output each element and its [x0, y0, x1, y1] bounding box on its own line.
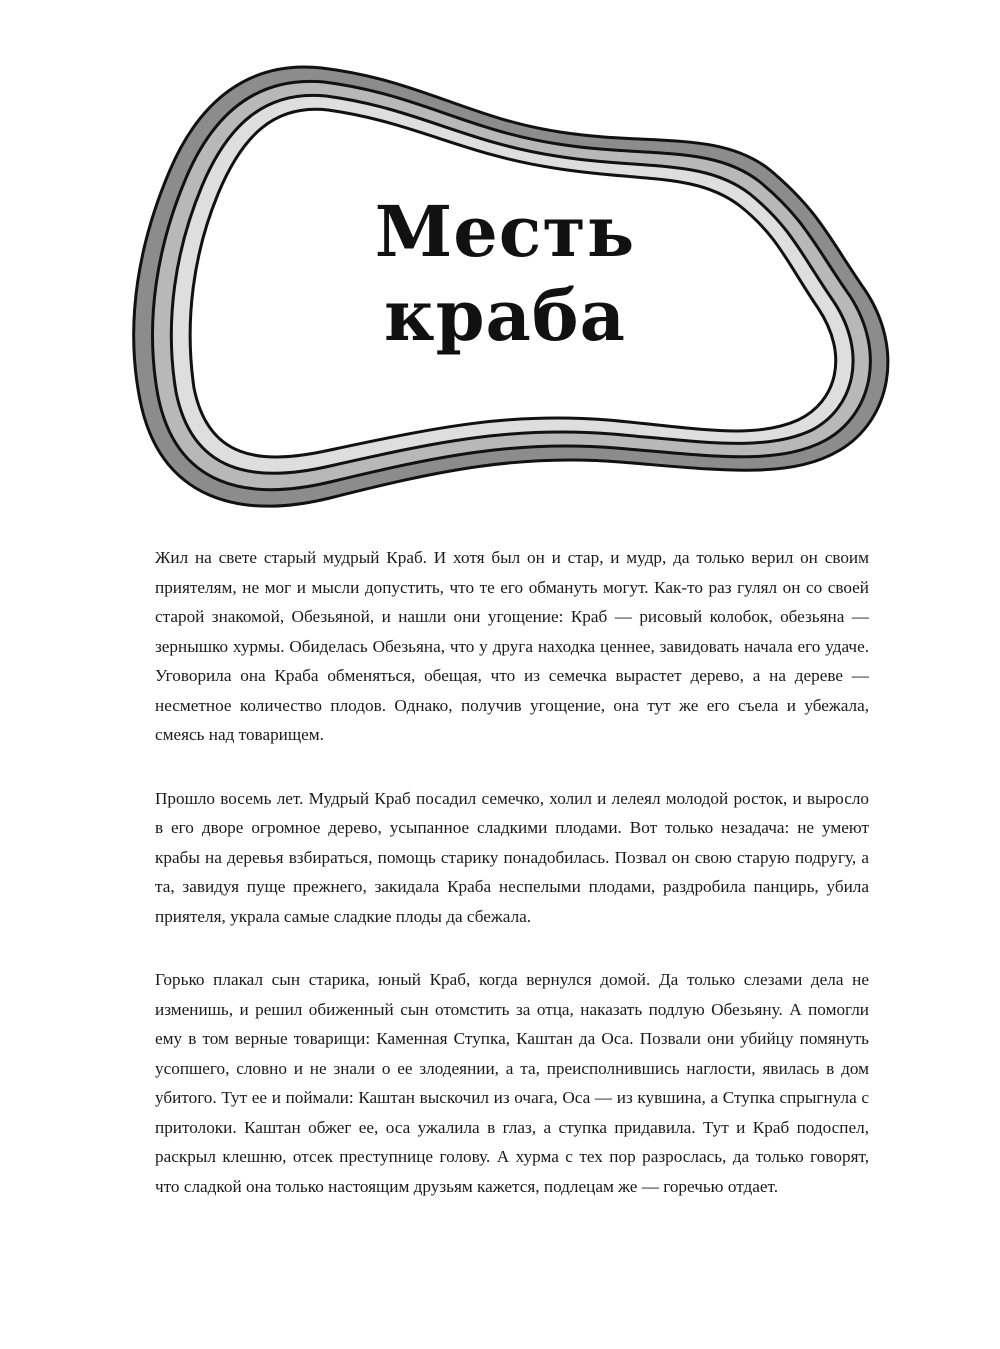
story-text [155, 543, 869, 1235]
paragraph-2: Прошло восемь лет. Мудрый Краб посадил семечко, холил и лелеял молодой росток, и выросло в его дворе огромное дерево, усыпанное сладкими плодами. Вот только незадача: не умеют крабы на деревья взбираться, помощь старику понадобилась. Позвал он свою старую подругу, а та, завидуя пуще прежнего, закидала Краба неспелыми плодами, раздробила панцирь, убила приятеля, украла самые сладкие плоды да сбежала. [155, 788, 869, 926]
paragraph-3: Горько плакал сын старика, юный Краб, когда вернулся домой. Да только слезами дела не изменишь, и решил обиженный сын отомстить за отца, наказать подлую Обезьяну. А помогли ему в том верные товарищи: Каменная Ступка, Каштан да Оса. Позвали они убийцу помянуть усопшего, словно и не знали о ее злодеянии, а та, преисполнившись наглости, явилась в дом убитого. Тут ее и поймали: Каштан выскочил из очага, Оса — из кувшина, а Ступка спрыгнула с притолоки. Каштан обжег ее, оса ужалила в глаз, а ступка придавила. Тут и Краб подоспел, раскрыл клешню, отсек преступнице голову. А хурма с тех пор разрослась, да только говорят, что сладкой она только настоящим друзьям кажется, подлецам же — горечью отдает. [155, 970, 869, 1196]
title-line-1: Месть [374, 190, 636, 273]
story-title [250, 190, 760, 358]
paragraph-1: Жил на свете старый мудрый Краб. И хотя был он и стар, и мудр, да только верил он своим приятелям, не мог и мысли допустить, что те его обмануть могут. Как-то раз гулял он со своей старой знакомой, Обезьяной, и нашли они угощение: Краб — рисовый колобок, обезьяна — зернышко хурмы. Обиделась Обезьяна, что у друга находка ценнее, завидовать начала его удаче. Уговорила она Краба обменяться, обещая, что из семечка вырастет дерево, а на дереве — несметное количество плодов. Однако, получив угощение, она тут же его съела и убежала, смеясь над товарищем. [155, 548, 869, 744]
title-line-2: краба [384, 274, 626, 357]
